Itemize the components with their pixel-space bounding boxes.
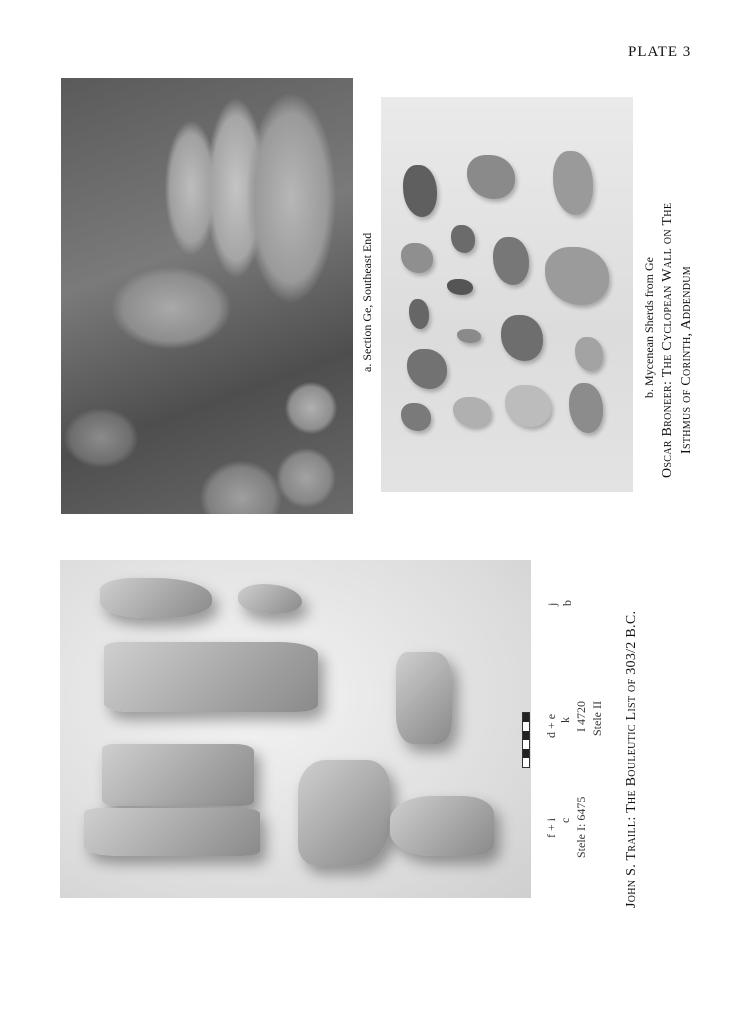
- sherd: [575, 337, 603, 371]
- article-title-traill: John S. Traill: The Bouleutic List of 303/2 B.C.: [624, 610, 639, 908]
- photo-stele-fragments: [60, 560, 531, 898]
- sherd: [505, 385, 551, 427]
- label-stele2-fragments: d + e: [544, 713, 558, 738]
- sherd: [401, 243, 433, 273]
- plate-number: PLATE 3: [628, 44, 692, 60]
- sherd: [569, 383, 603, 433]
- sherd: [407, 349, 447, 389]
- stone-fragment-f-i-upper: [102, 744, 254, 806]
- sherd: [403, 165, 437, 217]
- sherd: [467, 155, 515, 199]
- sherd: [409, 299, 429, 329]
- sherd: [501, 315, 543, 361]
- stone-fragment-c: [390, 796, 494, 856]
- sherd: [553, 151, 593, 215]
- sherd: [447, 279, 473, 295]
- sherd: [401, 403, 431, 431]
- label-fragment-j: j: [545, 602, 559, 606]
- stone-fragment-stele-ii: [298, 760, 390, 866]
- stone-fragment-k: [396, 652, 452, 744]
- label-stele2-sub: k: [558, 717, 572, 723]
- label-stele1-sub: c: [558, 817, 572, 823]
- photo-mycenean-sherds: [381, 97, 633, 492]
- stone-fragment-j: [100, 578, 212, 618]
- label-stele1-fragments: f + i: [544, 817, 558, 838]
- sherd: [493, 237, 529, 285]
- stone-fragment-b: [238, 584, 302, 614]
- sherd: [451, 225, 475, 253]
- stone-fragment-f-i-lower: [84, 808, 260, 856]
- label-stele2-inventory: I 4720: [574, 701, 588, 732]
- article-title-broneer-line1: Oscar Broneer: The Cyclopean Wall on The: [660, 202, 675, 478]
- label-fragment-b: b: [560, 600, 574, 606]
- label-stele2-name: Stele II: [590, 701, 604, 736]
- photo-section-ge: [61, 78, 353, 514]
- article-title-broneer-line2: Isthmus of Corinth, Addendum: [679, 266, 694, 454]
- caption-figure-b: b. Mycenean Sherds from Ge: [642, 257, 656, 398]
- caption-figure-a: a. Section Ge, Southeast End: [360, 232, 374, 372]
- sherd: [453, 397, 491, 427]
- scale-bar: [522, 712, 530, 768]
- stone-fragment-d-e: [104, 642, 318, 712]
- label-stele1-inventory: Stele I: 6475: [574, 796, 588, 858]
- sherd: [545, 247, 609, 305]
- sherd: [457, 329, 481, 343]
